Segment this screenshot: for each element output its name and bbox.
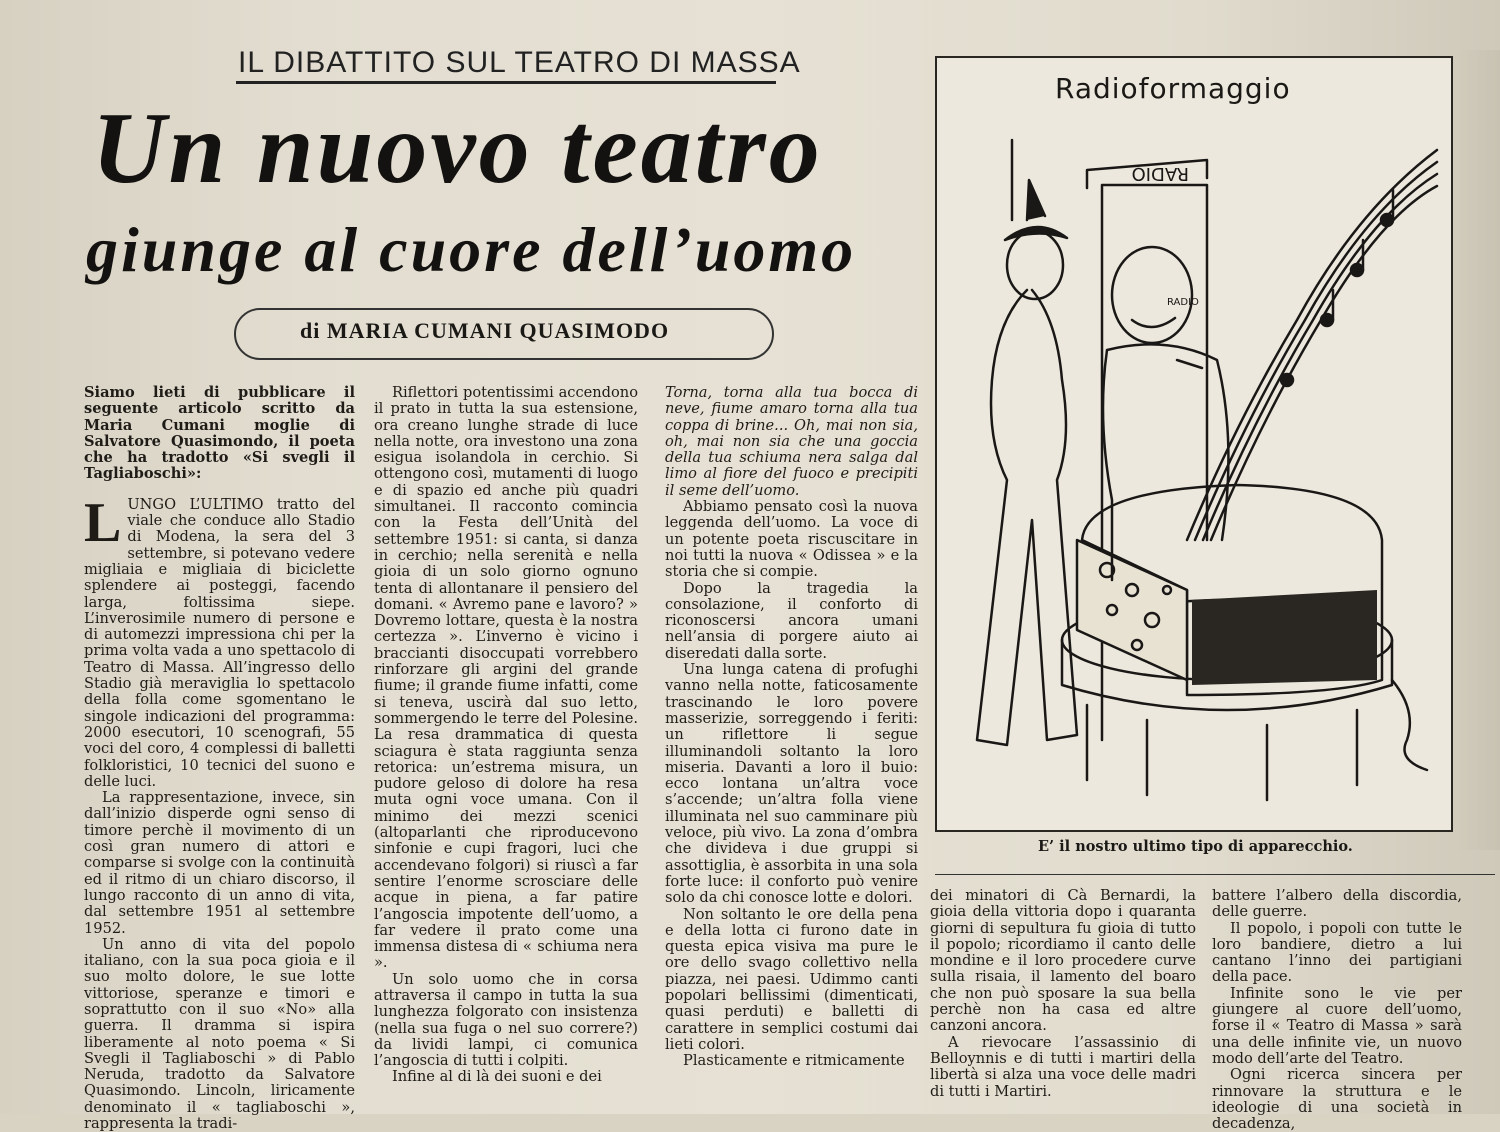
byline: di MARIA CUMANI QUASIMODO [300, 318, 670, 343]
paragraph: Il popolo, i popoli con tutte le loro bandiere, dietro a lui cantano l’inno dei partigiani della pace. [1212, 919, 1462, 986]
paragraph: Riflettori potentissimi accendono il prato in tutta la sua estensione, ora creano lunghe strade di luce nella notte, ora investono una zona esigua isolandola in cerchio. Si ottengono così, mutamenti di luogo e di spazio ed anche più quadri simultanei. Il racconto comincia con la Festa dell’Unità del settembre 1951: si canta, si danza in cerchio; nella serenità e nella gioia di un solo giorno ognuno tenta di allontanare il pensiero del domani. « Avremo pane e lavoro? » Dovremo lottare, questa è la nostra certezza ». L’inverno è vicino i braccianti disoccupati vorrebbero rinforzare gli argini del grande fiume; il grande fiume infatti, come si teneva, uscirà dal suo letto, sommergendo le terre del Polesine. La resa drammatica di questa sciagura è stata raggiunta senza retorica: un’estrema misura, un pudore geloso di dolore ha resa muta ogni voce umana. Con il minimo dei mezzi scenici (altoparlanti che riproducevono sinfonie e cupi fragori, luci che accendevano folgori) si riuscì a far sentire l’enorme scrosciare delle acque in piena, a far patire l’angoscia impotente dell’uomo, a far vedere il prato come una immensa distesa di « schiuma nera ». [374, 384, 638, 972]
paragraph: Ogni ricerca sincera per rinnovare la struttura e le ideologie di una società in decadenza, [1212, 1066, 1462, 1132]
paragraph: Infinite sono le vie per giungere al cuore dell’uomo, forse il « Teatro di Massa » sarà una delle infinite vie, un nuovo modo dell’arte del Teatro. [1212, 984, 1462, 1067]
kicker-underline [236, 81, 776, 84]
editor-note: Siamo lieti di pubblicare il seguente articolo scritto da Maria Cumani moglie di Salvatore Quasimondo, il poeta che ha tradotto «Si svegli il Tagliaboschi»: [84, 384, 355, 483]
music-staff [1187, 150, 1437, 540]
paragraph: A rievocare l’assassinio di Belloynnis e di tutti i martiri della libertà si alza una voce delle madri di tutti i Martiri. [930, 1033, 1196, 1100]
caption-divider [935, 874, 1495, 875]
headline-line-1: Un nuovo teatro [92, 92, 823, 205]
paragraph: Abbiamo pensato così la nuova leggenda dell’uomo. La voce di un potente poeta riscuscitare in noi tutti la nuova « Odissea » e la storia che si compie. [665, 498, 918, 581]
drop-cap: L [84, 491, 122, 554]
cartoon-title: Radioformaggio [1055, 72, 1291, 105]
paragraph: La rappresentazione, invece, sin dall’inizio disperde ogni senso di timore perchè il movimento di un così gran numero di attori e comparse si svolge con la continuità ed il ritmo di un chiaro discorso, il lungo racconto di un anno di vita, dal settembre 1951 al settembre 1952. [84, 789, 355, 937]
power-cord [1392, 680, 1427, 770]
article-column-3 [665, 385, 918, 1069]
article-column-1 [84, 385, 355, 1132]
paragraph: Dopo la tragedia la consolazione, il conforto di riconoscersi ancora umani nell’ansia di porgere aiuto ai diseredati dalla sorte. [665, 579, 918, 662]
opening-paragraph: LUNGO L’ULTIMO tratto del viale che conduce allo Stadio di Modena, la sera del 3 settembre, si potevano vedere migliaia e migliaia di biciclette splendere ai posteggi, facendo larga, foltissima siepe. L’inverosimile numero di persone e di automezzi impressiona chi per la prima volta vada a uno spettacolo di Teatro di Massa. All’ingresso dello Stadio già meraviglia lo spettacolo della folla come sgomentano le singole indicazioni del programma: 2000 esecutori, 10 scenografi, 55 voci del coro, 4 complessi di balletti folkloristici, 10 tecnici del suono e delle luci. [84, 491, 355, 790]
article-column-4 [930, 888, 1196, 1100]
paragraph: battere l’albero della discordia, delle guerre. [1212, 887, 1462, 921]
poem-quote: Torna, torna alla tua bocca di neve, fiume amaro torna alla tua coppa di brine... Oh, mai non sia, oh, mai non sia che una goccia della tua schiuma nera salga dal limo al fiore del fuoco e precipiti il seme dell’uomo. [665, 384, 918, 499]
paragraph: Plasticamente e ritmicamente [683, 1052, 905, 1070]
man-presenting [1103, 344, 1228, 580]
cartoon-caption: E’ il nostro ultimo tipo di apparecchio. [1038, 838, 1353, 855]
paragraph: Un anno di vita del popolo italiano, con la sua poca gioia e il suo molto dolore, le sue lotte vittoriose, speranze e timori e soprattutto con il suo «No» alla guerra. Il dramma si ispira liberamente al noto poema « Si Svegli il Tagliaboschi » di Pablo Neruda, tradotto da Salvatore Quasimondo. Lincoln, liricamente denominato il « tagliaboschi », rappresenta la tradi- [84, 935, 355, 1132]
section-kicker: IL DIBATTITO SUL TEATRO DI MASSA [238, 46, 801, 79]
door-sign: RADIO [1131, 163, 1189, 184]
headline-line-2: giunge al cuore dell’uomo [86, 214, 857, 285]
pocket-badge: RADIO [1167, 297, 1199, 308]
cheese-wedge [1077, 540, 1187, 680]
paragraph: Infine al di là dei suoni e dei [392, 1068, 602, 1086]
adjacent-article-strip [1455, 50, 1500, 850]
article-column-5 [1212, 888, 1462, 1132]
article-column-2 [374, 385, 638, 1086]
paragraph: Non soltanto le ore della pena e della lotta ci furono date in questa epica visiva ma pure le ore dello svago collettivo nella piazza, nei paesi. Udimmo canti popolari bellissimi (dimenticati, quasi perduti) e balletti di carattere in semplici costumi dai lieti colori. [665, 905, 918, 1053]
paragraph: Un solo uomo che in corsa attraversa il campo in tutta la sua lunghezza folgorato con insistenza (nella sua fuga o nel suo correre?) da lividi lampi, ci comunica l’angoscia di tutti i colpiti. [374, 970, 638, 1070]
paragraph: dei minatori di Cà Bernardi, la gioia della vittoria dopo i quaranta giorni di sepultura fu gioia di tutto il popolo; ricordiamo il canto delle mondine e il loro procedere curve sulla risaia, il lamento del boaro che non può sposare la sua bella perchè non ha casa ed altre canzoni ancora. [930, 887, 1196, 1035]
paragraph: Una lunga catena di profughi vanno nella notte, faticosamente trascinando le loro povere masserizie, sorreggendo i feriti: un riflettore li segue illuminandoli soltanto la loro miseria. Davanti a loro il buio: ecco lontana un’altra voce s’accende; un’altra folla viene illuminata nel suo camminare più veloce, più vivo. La zona d’ombra che divideva i due gruppi si assottiglia, è assorbita in una sola forte luce: il conforto può venire solo da chi conosce lotte e dolori. [665, 661, 918, 907]
cartoon-illustration-icon [937, 120, 1447, 820]
